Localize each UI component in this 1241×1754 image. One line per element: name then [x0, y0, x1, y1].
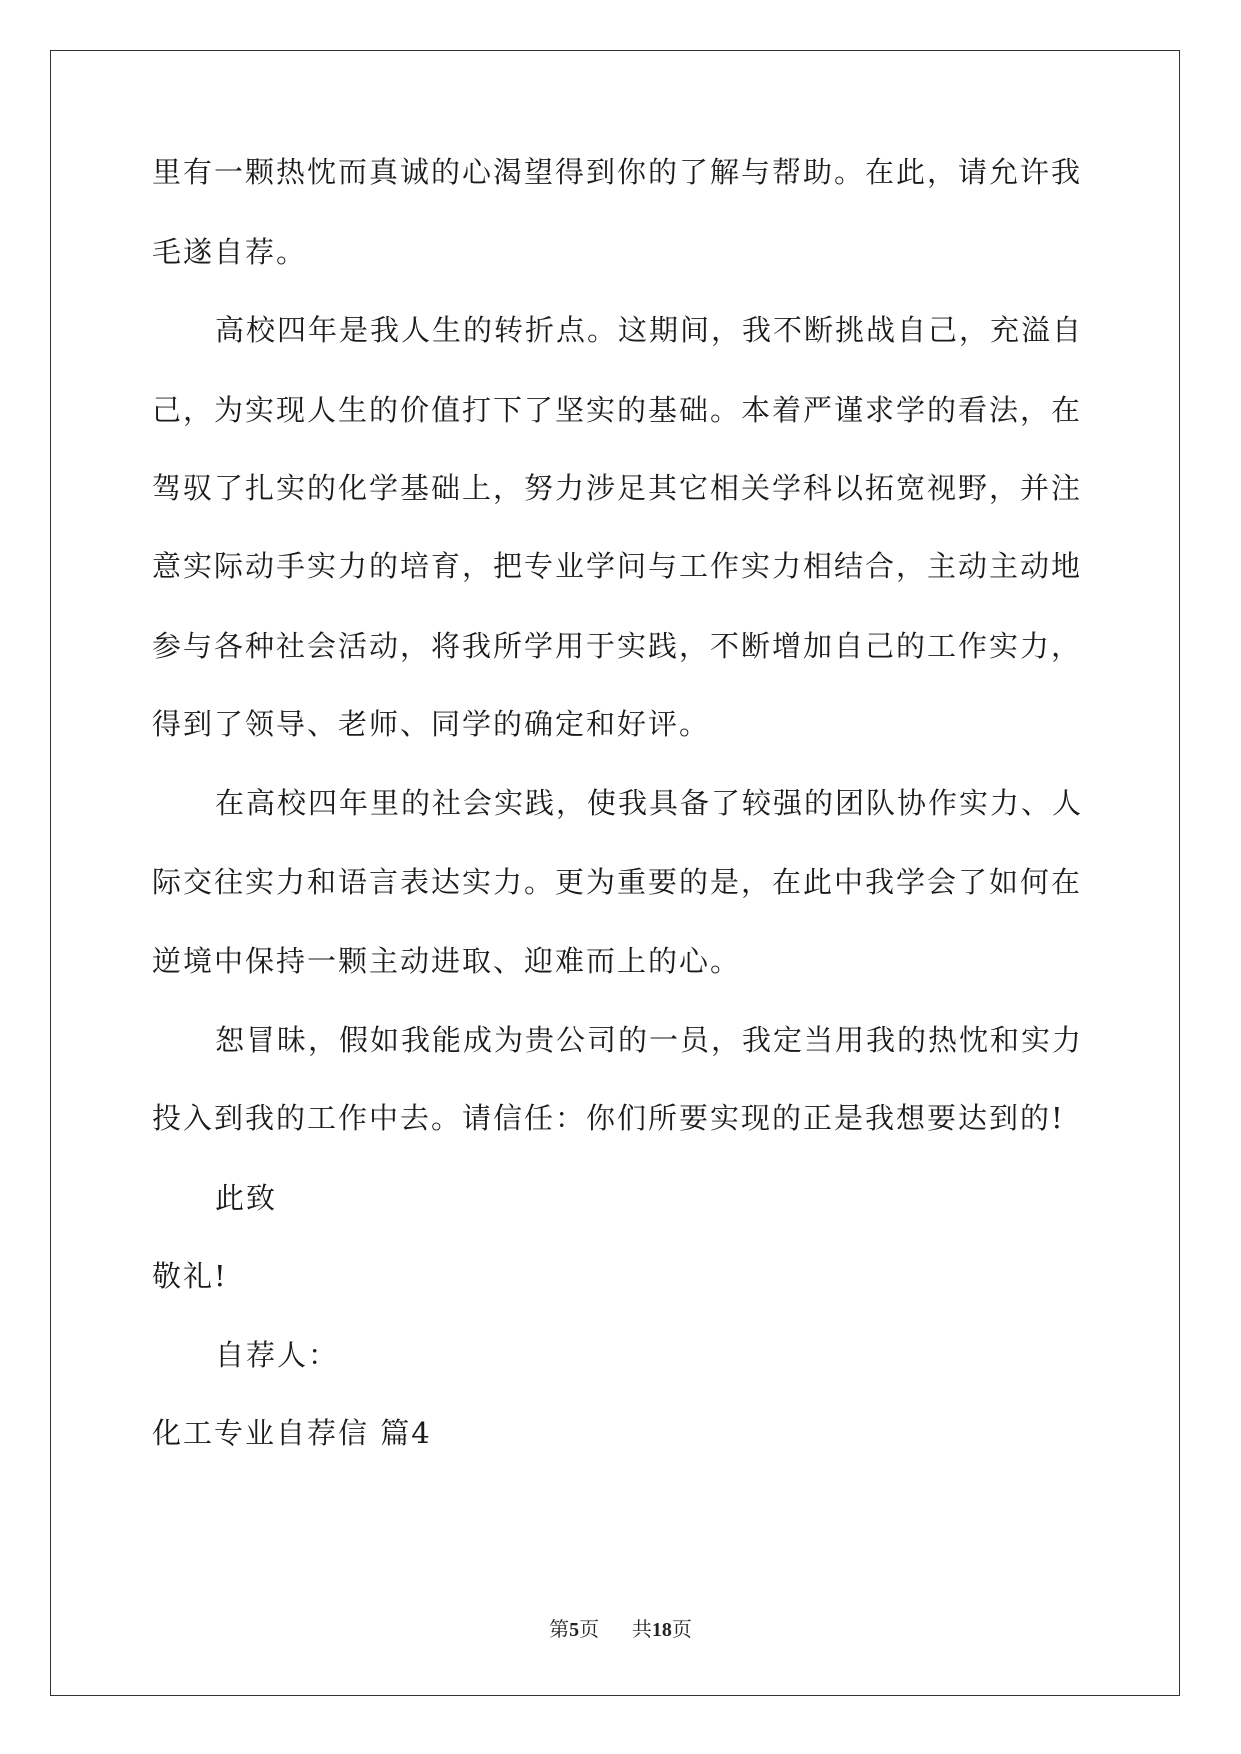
- paragraph-start-line: 高校四年是我人生的转折点。这期间，我不断挑战自己，充溢自: [215, 313, 1084, 347]
- text-line: 逆境中保持一颗主动进取、迎难而上的心。: [152, 944, 742, 978]
- closing-regards: 敬礼!: [152, 1259, 228, 1293]
- text-line: 毛遂自荐。: [152, 235, 308, 269]
- closing-salutation: 此致: [215, 1181, 278, 1215]
- text-line: 参与各种社会活动，将我所学用于实践，不断增加自己的工作实力，: [152, 629, 1083, 663]
- current-page-number: 5: [569, 1619, 580, 1641]
- text-line: 己，为实现人生的价值打下了坚实的基础。本着严谨求学的看法，在: [152, 393, 1083, 427]
- text-line: 意实际动手实力的培育，把专业学问与工作实力相结合，主动主动地: [152, 549, 1083, 583]
- page-number-indicator: 第5页: [549, 1617, 600, 1641]
- section-heading: 化工专业自荐信 篇4: [152, 1416, 432, 1450]
- signature-label: 自荐人：: [215, 1338, 340, 1372]
- total-pages-indicator: 共18页: [631, 1617, 692, 1641]
- paragraph-start-line: 在高校四年里的社会实践，使我具备了较强的团队协作实力、人: [215, 786, 1084, 820]
- text-line: 际交往实力和语言表达实力。更为重要的是，在此中我学会了如何在: [152, 865, 1083, 899]
- text-line: 得到了领导、老师、同学的确定和好评。: [152, 707, 711, 741]
- total-page-count: 18: [651, 1619, 672, 1641]
- text-line: 投入到我的工作中去。请信任：你们所要实现的正是我想要达到的!: [152, 1101, 1065, 1135]
- paragraph-start-line: 恕冒昧，假如我能成为贵公司的一员，我定当用我的热忱和实力: [215, 1023, 1084, 1057]
- text-line: 里有一颗热忱而真诚的心渴望得到你的了解与帮助。在此，请允许我: [152, 155, 1083, 189]
- text-line: 驾驭了扎实的化学基础上，努力涉足其它相关学科以拓宽视野，并注: [152, 471, 1083, 505]
- page-footer: [0, 1615, 1241, 1644]
